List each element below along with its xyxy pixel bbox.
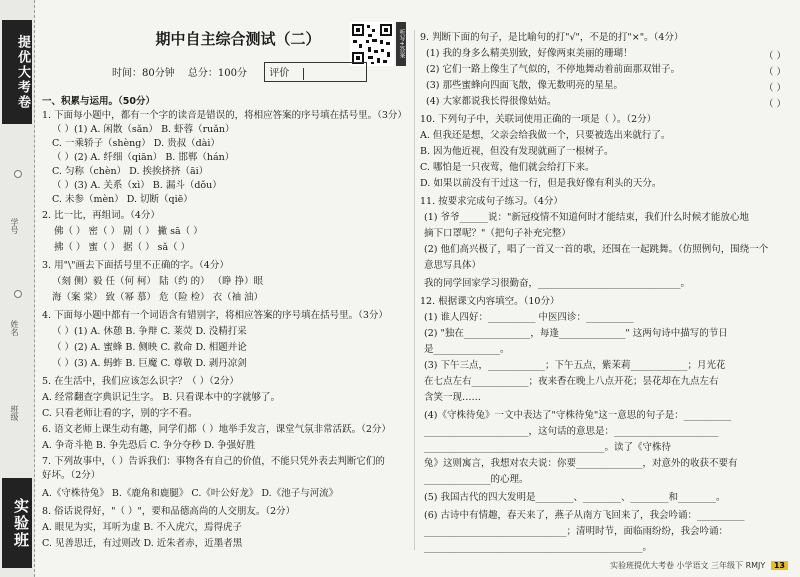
question-line: 含笑一现…… [424,392,482,403]
question-line: (1) 我的身多么精美别致，好像两束美丽的珊瑚！ [426,48,633,59]
question-line: （ ）(3) A. 蚂蚱 B. 巨魔 C. 尊敬 D. 剥丹凉剑 [52,358,247,369]
question-line: 摘下口罩呢？"（把句子补充完整） [424,228,571,239]
answer-paren[interactable]: （ ） [763,67,786,78]
answer-paren[interactable]: （ ） [763,83,786,94]
question-line: (2) 它们一路上像生了气似的，不停地舞动着前面那双钳子。 [426,64,680,75]
question-line: ______________________________________________。 [424,542,653,553]
question-line: 5. 在生活中，我们应该怎么识字？（ ）（2分） [42,376,239,387]
question-line: ______________________________________。读了《守株待 [424,442,672,453]
question-line: （刻 侧）毅 任（何 柯） 陆（约 的） （睁 挣）眼 [52,276,264,287]
question-line: ______________________，这句话的意思是：______________________ [424,426,719,437]
right-column [420,0,794,577]
student-number-label: 学号 [10,218,19,234]
score-box[interactable] [264,62,367,82]
question-line: A. 但我还是想，父亲会给我做一个，只要被选出来就行了。 [420,130,671,141]
question-line: D. 如果以前没有干过这一行，但是我好像有利头的天分。 [420,178,662,189]
binding-hole [14,290,22,298]
question-line: 12. 根据课文内容填空。（10分） [420,296,560,307]
class-label: 班级 [10,405,19,421]
question-line: 好坏。（2分） [42,470,101,481]
question-line: (5) 我国古代的四大发明是________、________、________和________。 [424,492,726,503]
question-line: 6. 语文老师上课生动有趣，同学们都（ ）地举手发言，课堂气氛非常活跃。（2分） [42,424,391,435]
question-line: (1) 爷爷______说："新冠疫情不知道何时才能结束，我们什么时候才能放心地 [424,212,749,223]
page-number: 13 [771,561,788,570]
brand-label-top: 提优大考卷 [2,20,32,124]
question-line: (2) "独在______________，每逢______________" 这两句诗中描写的节日 [424,328,728,339]
question-line: (6) 古诗中有情趣，春天来了，燕子从南方飞回来了，我会吟诵：__________ [424,510,745,521]
brand-label-bottom: 实验班 [2,478,32,568]
question-line: C. 见善思迁，有过则改 D. 近朱者赤，近墨者黑 [42,538,243,549]
question-line: (2) 他们高兴极了，唱了一首又一首的歌，还围在一起跳舞。（仿照例句，围绕一个 [424,244,769,255]
question-line: ______________的心理。 [424,474,529,485]
column-divider [414,30,415,550]
page-title: 期中自主综合测试（二） [155,30,321,48]
question-line: 3. 用"\"画去下面括号里不正确的字。（4分） [42,260,229,271]
question-line: 在七点左右____________；夜来香在晚上八点开花；昙花却在九点左右 [424,376,719,387]
question-line: A. 争奇斗艳 B. 争先恐后 C. 争分夺秒 D. 争强好胜 [42,440,256,451]
left-column [42,0,412,577]
question-line: 我的同学回家学习很勤奋，______________________________。 [424,278,691,289]
question-line: A. 经常翻查字典识记生字。 B. 只看课本中的字就够了。 [42,392,280,403]
question-line: （ ）(2) A. 蜜蜂 B. 侧映 C. 救命 D. 相题并论 [52,342,247,353]
question-line: 10. 下列句子中，关联词使用正确的一项是（ ）。（2分） [420,114,657,125]
page-footer [610,560,788,571]
question-line: 海（案 棠） 致（幂 慕） 危（险 检） 衣（袖 油） [52,292,264,303]
question-line: 4. 下面每小题中都有一个词语含有错别字，将相应答案的序号填在括号里。（3分） [42,310,388,321]
question-line: （ ）(3) A. 关系（xì） B. 漏斗（dǒu） [52,180,222,191]
question-line: A. 眼见为实，耳听为虚 B. 不入虎穴，焉得虎子 [42,522,242,533]
question-line: 兔》这则寓言，我想对农夫说：你要______________，对意外的收获不要有 [424,458,738,469]
footer-text: 实验班提优大考卷 小学语文 三年级下 RMJY [609,561,766,570]
question-line: 11. 按要求完成句子练习。（4分） [420,196,563,207]
question-line: 意思写具体） [424,260,482,271]
question-line: C. 匀称（chèn） D. 挨挨挤挤（āi） [52,166,209,177]
question-line: 是______________。 [424,344,510,355]
question-line: 佛（ ） 密（ ） 剧（ ） 撇 sā（ ） [54,226,203,237]
question-line: C. 哪怕是一只夜莺，他们就会给打下来。 [420,162,595,173]
binding-hole [14,170,22,178]
binding-sidebar [0,0,35,577]
question-line: （ ）(1) A. 休憩 B. 争辩 C. 莱荧 D. 没精打采 [52,326,247,337]
qr-tag: 听写+答案 [396,22,406,66]
question-line: C. 只看老师让看的字，别的字不看。 [42,408,198,419]
score-blank[interactable] [303,68,352,80]
question-line: (4)《守株待兔》一文中表达了"守株待兔"这一意思的句子是：__________ [424,410,732,421]
question-line: C. 一乘轿子（shèng） D. 贵叔（dài） [52,138,220,149]
exam-time: 时间：80分钟 [112,68,175,79]
question-line: 拂（ ） 蜜（ ） 据（ ） sǎ（ ） [54,242,191,253]
question-line: C. 未参（mèn） D. 切断（qiē） [52,194,193,205]
question-line: B. 因为他近视，但没有发现就画了一根树子。 [420,146,614,157]
answer-paren[interactable]: （ ） [763,51,786,62]
question-line: (1) 谁人四好：__________ 中医四诊：__________ [424,312,634,323]
question-line: 2. 比一比，再组词。（4分） [42,210,160,221]
question-line: ______________________________；清明时节，面临雨纷纷，我会吟诵： [424,526,729,537]
question-line: （ ）(2) A. 纤细（qiān） B. 邯郸（hán） [52,152,235,163]
question-line: 7. 下列故事中，（ ）告诉我们：事物各有自己的价值，不能只凭外表去判断它们的 [42,456,385,467]
exam-total: 总分：100分 [187,68,248,79]
question-line: 9. 判断下面的句子，是比喻句的打"√"，不是的打"×"。（4分） [420,32,684,43]
student-name-label: 姓名 [10,320,19,336]
question-line: 1. 下面每小题中，都有一个字的读音是错误的，将相应答案的序号填在括号里。（3分） [42,110,407,121]
question-line: (3) 那些蜜蜂向四面飞散，像无数明亮的星星。 [426,80,623,91]
section-heading: 一、积累与运用。（50分） [42,96,155,107]
question-line: A.《守株待兔》 B.《鹿角和鹿腿》 C.《叶公好龙》 D.《池子与河流》 [42,488,339,499]
question-line: (3) 下午三点，____________；下午五点，紫茉莉____________；月光花 [424,360,726,371]
question-line: （ ）(1) A. 闲散（sǎn） B. 虾蓉（ruǎn） [52,124,235,135]
question-line: (4) 大家都说我长得很像姑姑。 [426,96,557,107]
question-line: 8. 俗话说得好，"（ ）"，要和品德高尚的人交朋友。（2分） [42,506,296,517]
score-label: 评价 [269,68,290,79]
qr-code-icon[interactable] [350,22,394,66]
exam-meta [112,62,377,82]
answer-paren[interactable]: （ ） [763,99,786,110]
